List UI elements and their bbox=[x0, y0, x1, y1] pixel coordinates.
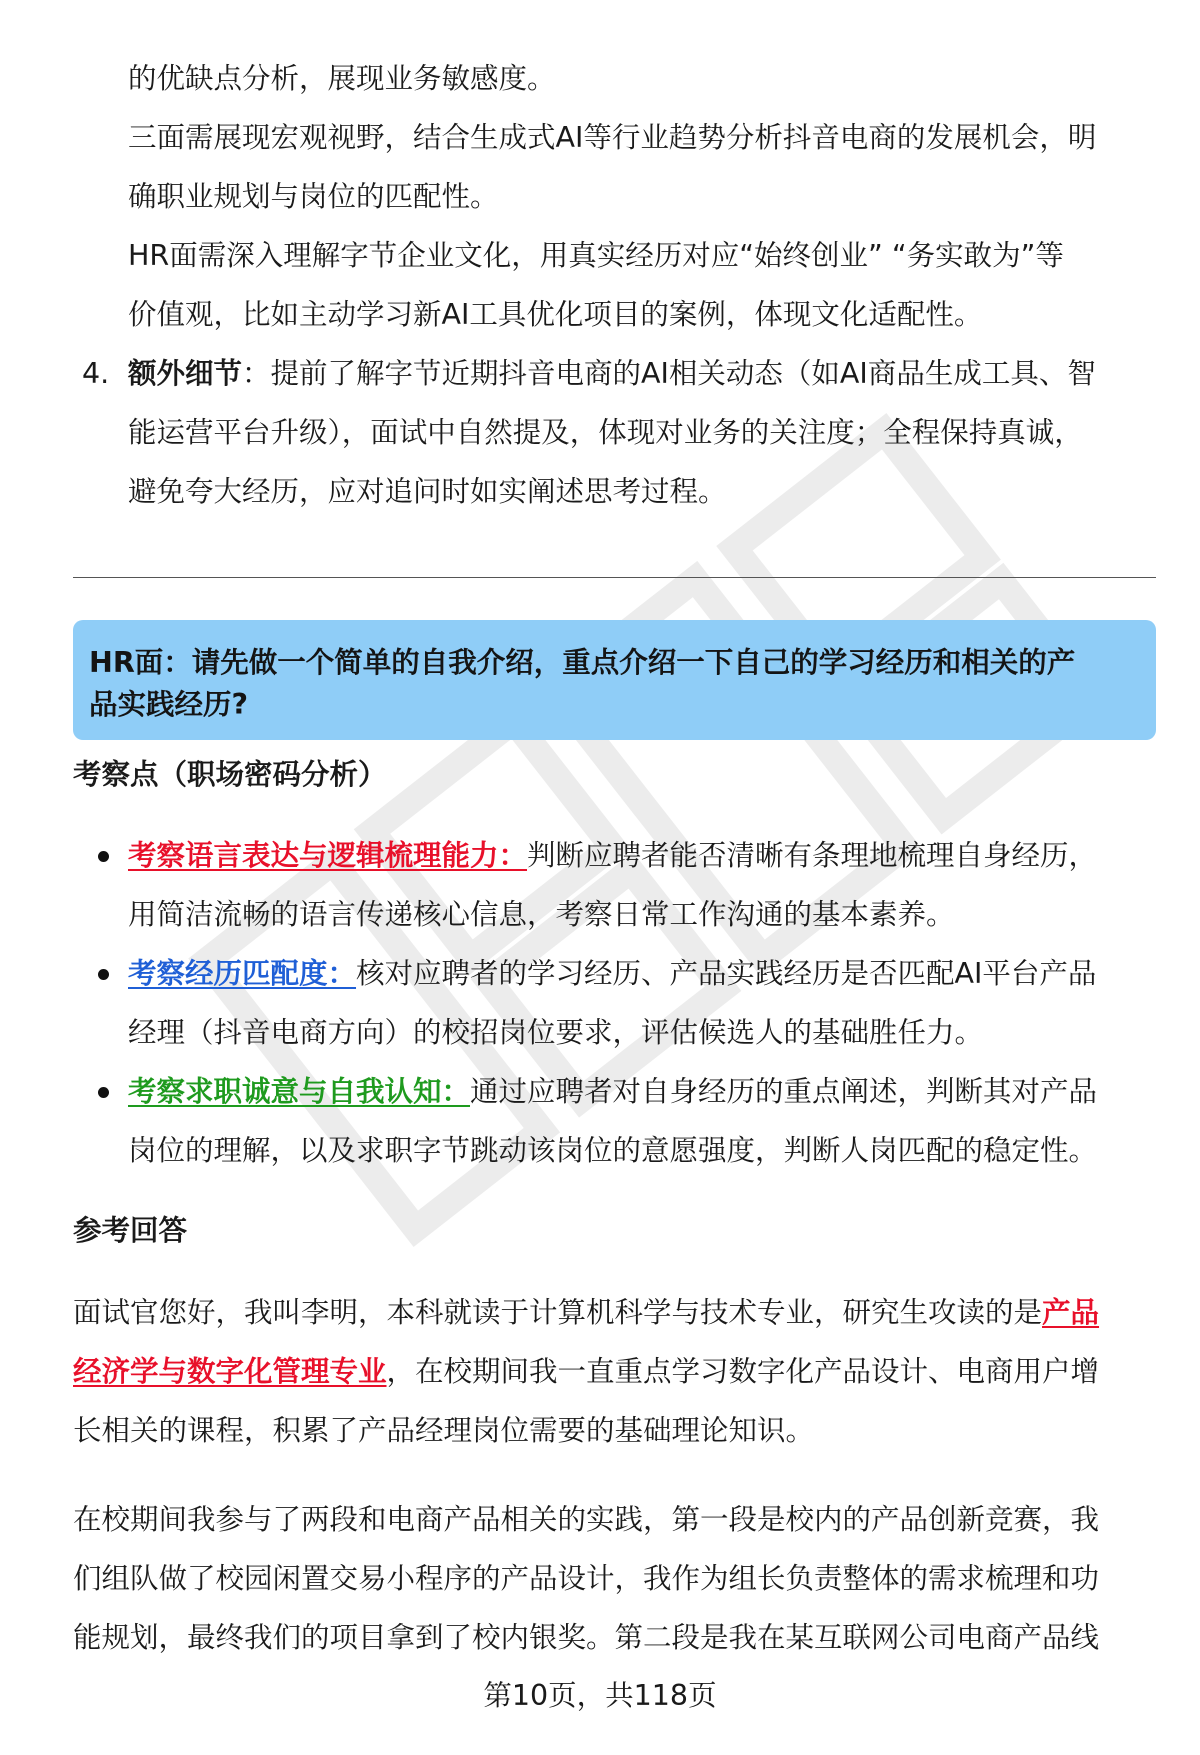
text-line: 岗位的理解，以及求职字节跳动该岗位的意愿强度，判断人岗匹配的稳定性。 bbox=[128, 1134, 1098, 1167]
item-text: ：提前了解字节近期抖音电商的AI相关动态（如AI商品生成工具、智 bbox=[242, 357, 1096, 390]
question-line: 品实践经历? bbox=[89, 688, 249, 721]
assessment-bullet bbox=[128, 826, 1158, 944]
bullet-key: 考察求职诚意与自我认知： bbox=[128, 1075, 471, 1108]
bullet-text: 核对应聘者的学习经历、产品实践经历是否匹配AI平台产品 bbox=[356, 957, 1097, 990]
para-text: 面试官您好，我叫李明，本科就读于计算机科学与技术专业，研究生攻读的是 bbox=[73, 1296, 1043, 1329]
bullet-icon bbox=[98, 969, 109, 980]
text-line: 们组队做了校园闲置交易小程序的产品设计，我作为组长负责整体的需求梳理和功 bbox=[73, 1562, 1100, 1595]
text-line: 确职业规划与岗位的匹配性。 bbox=[128, 180, 499, 213]
text-line bbox=[128, 1062, 1158, 1121]
text-line: 用简洁流畅的语言传递核心信息，考察日常工作沟通的基本素养。 bbox=[128, 898, 955, 931]
assessment-bullet bbox=[128, 944, 1158, 1062]
text-line: 能运营平台升级），面试中自然提及，体现对业务的关注度；全程保持真诚， bbox=[128, 416, 1083, 449]
text-line: HR面需深入理解字节企业文化，用真实经历对应“始终创业” “务实敢为”等 bbox=[128, 239, 1064, 272]
text-line bbox=[73, 1283, 1158, 1342]
page-footer: 第10页，共118页 bbox=[483, 1679, 717, 1712]
text-line: 三面需展现宏观视野，结合生成式AI等行业趋势分析抖音电商的发展机会，明 bbox=[128, 121, 1097, 154]
text-line: 能规划，最终我们的项目拿到了校内银奖。第二段是我在某互联网公司电商产品线 bbox=[73, 1621, 1100, 1654]
reference-paragraph bbox=[73, 1283, 1158, 1460]
bullet-key: 考察经历匹配度： bbox=[128, 957, 357, 990]
reference-paragraph bbox=[73, 1490, 1158, 1667]
text-line: 经理（抖音电商方向）的校招岗位要求，评估候选人的基础胜任力。 bbox=[128, 1016, 984, 1049]
list-item-extra-details bbox=[128, 344, 1158, 521]
list-number-4: 4. bbox=[82, 357, 110, 390]
assessment-bullet bbox=[128, 1062, 1158, 1180]
bullet-icon bbox=[98, 851, 109, 862]
highlight-text: 经济学与数字化管理专业 bbox=[73, 1355, 387, 1388]
text-line: 避免夸大经历，应对追问时如实阐述思考过程。 bbox=[128, 475, 727, 508]
text-line bbox=[73, 1342, 1158, 1401]
text-line: 的优缺点分析，展现业务敏感度。 bbox=[128, 62, 556, 95]
text-line bbox=[128, 344, 1158, 403]
text-line: 价值观，比如主动学习新AI工具优化项目的案例，体现文化适配性。 bbox=[128, 298, 983, 331]
item-label: 额外细节 bbox=[128, 357, 243, 390]
section-divider bbox=[73, 577, 1156, 578]
question-box bbox=[73, 620, 1156, 740]
bullet-key: 考察语言表达与逻辑梳理能力： bbox=[128, 839, 528, 872]
text-line: 长相关的课程，积累了产品经理岗位需要的基础理论知识。 bbox=[73, 1414, 815, 1447]
text-line: 在校期间我参与了两段和电商产品相关的实践，第一段是校内的产品创新竞赛，我 bbox=[73, 1503, 1100, 1536]
bullet-icon bbox=[98, 1087, 109, 1098]
question-line: HR面：请先做一个简单的自我介绍，重点介绍一下自己的学习经历和相关的产 bbox=[89, 646, 1076, 679]
text-line bbox=[128, 944, 1158, 1003]
reference-heading: 参考回答 bbox=[73, 1214, 188, 1247]
continuation-text bbox=[128, 49, 1158, 344]
bullet-text: 通过应聘者对自身经历的重点阐述，判断其对产品 bbox=[470, 1075, 1098, 1108]
para-text: ，在校期间我一直重点学习数字化产品设计、电商用户增 bbox=[386, 1355, 1100, 1388]
bullet-text: 判断应聘者能否清晰有条理地梳理自身经历， bbox=[527, 839, 1098, 872]
text-line bbox=[128, 826, 1158, 885]
highlight-text: 产品 bbox=[1042, 1296, 1100, 1329]
assessment-heading: 考察点（职场密码分析） bbox=[73, 758, 387, 791]
